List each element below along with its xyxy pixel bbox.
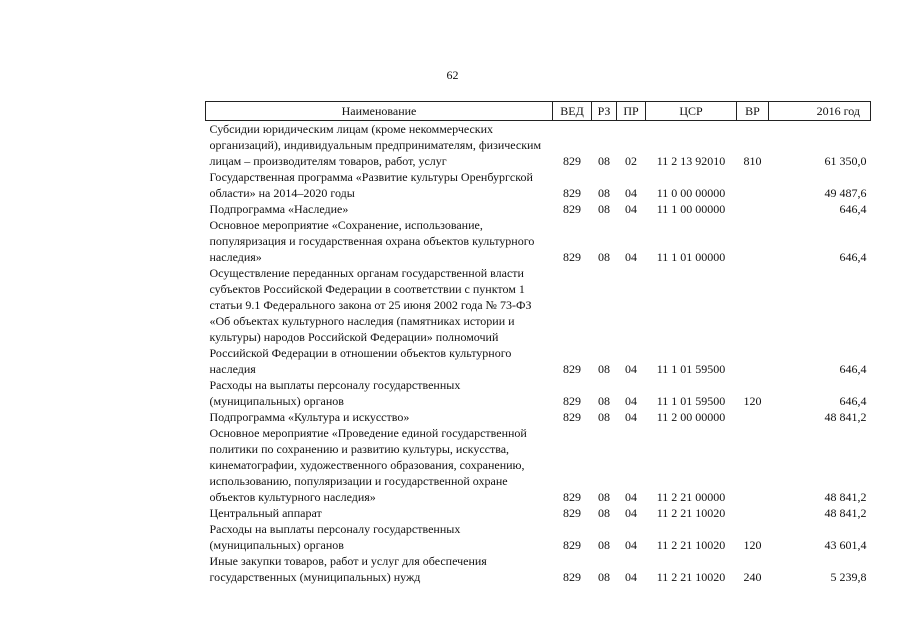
budget-table xyxy=(205,101,871,585)
row-csr: 11 0 00 00000 xyxy=(656,186,726,200)
table-row xyxy=(206,217,871,265)
row-amount: 49 487,6 xyxy=(824,186,867,200)
row-name: Основное мероприятие «Проведение единой государственной политики по сохранению и развитию культуры, искусства, кинематографии, художественного образования, сохранению, использованию, популяризации и государственной охране объектов культурного наследия» xyxy=(209,426,527,504)
row-csr: 11 2 21 00000 xyxy=(656,490,726,504)
row-rz: 08 xyxy=(598,154,610,168)
row-ved: 829 xyxy=(563,154,581,168)
row-pr: 04 xyxy=(625,570,637,584)
row-ved: 829 xyxy=(563,570,581,584)
row-pr: 04 xyxy=(625,362,637,376)
row-name: Иные закупки товаров, работ и услуг для обеспечения государственных (муниципальных) нужд xyxy=(209,554,487,584)
row-rz: 08 xyxy=(598,538,610,552)
row-amount: 48 841,2 xyxy=(824,506,867,520)
row-pr: 04 xyxy=(625,202,637,216)
row-vr: 810 xyxy=(743,154,762,168)
row-rz: 08 xyxy=(598,410,610,424)
table-row xyxy=(206,425,871,505)
row-ved: 829 xyxy=(563,506,581,520)
table-body xyxy=(206,121,871,586)
row-csr: 11 1 00 00000 xyxy=(656,202,726,216)
row-name: Осуществление переданных органам государственной власти субъектов Российской Федерации в соответствии с пунктом 1 статьи 9.1 Федерального закона от 25 июня 2002 года № 73-ФЗ «Об объектах культурного наследия (памятниках истории и культуры) народов Российской Федерации» полномочий Российской Федерации в отношении объектов культурного наследия xyxy=(209,266,532,376)
table-row xyxy=(206,377,871,409)
row-vr: 240 xyxy=(743,570,762,584)
row-amount: 48 841,2 xyxy=(824,490,867,504)
row-name: Основное мероприятие «Сохранение, использование, популяризация и государственная охрана объектов культурного наследия» xyxy=(209,218,535,264)
row-name: Расходы на выплаты персоналу государственных (муниципальных) органов xyxy=(209,378,461,408)
row-amount: 5 239,8 xyxy=(830,570,867,584)
row-csr: 11 2 00 00000 xyxy=(656,410,726,424)
row-vr xyxy=(737,169,769,201)
row-pr: 04 xyxy=(625,394,637,408)
row-rz: 08 xyxy=(598,250,610,264)
row-name: Государственная программа «Развитие культуры Оренбургской области» на 2014–2020 годы xyxy=(209,170,533,200)
header-vr: ВР xyxy=(737,102,769,121)
row-rz: 08 xyxy=(598,570,610,584)
row-pr: 04 xyxy=(625,186,637,200)
row-ved: 829 xyxy=(563,250,581,264)
row-pr: 04 xyxy=(625,250,637,264)
row-csr: 11 2 13 92010 xyxy=(656,154,726,168)
row-pr: 04 xyxy=(625,506,637,520)
header-csr: ЦСР xyxy=(646,102,737,121)
row-pr: 04 xyxy=(625,490,637,504)
header-pr: ПР xyxy=(617,102,646,121)
row-amount: 61 350,0 xyxy=(824,154,867,168)
table-row xyxy=(206,505,871,521)
table-header-row xyxy=(206,102,871,121)
row-csr: 11 2 21 10020 xyxy=(656,538,726,552)
row-rz: 08 xyxy=(598,506,610,520)
page-number: 62 xyxy=(446,68,459,82)
table-row xyxy=(206,201,871,217)
row-pr: 02 xyxy=(625,154,637,168)
row-name: Расходы на выплаты персоналу государственных (муниципальных) органов xyxy=(209,522,461,552)
row-rz: 08 xyxy=(598,394,610,408)
row-vr: 120 xyxy=(743,538,762,552)
row-rz: 08 xyxy=(598,186,610,200)
row-amount: 48 841,2 xyxy=(824,410,867,424)
row-name: Подпрограмма «Культура и искусство» xyxy=(209,410,410,424)
header-name: Наименование xyxy=(206,102,553,121)
row-ved: 829 xyxy=(563,394,581,408)
table-row xyxy=(206,121,871,170)
row-vr xyxy=(737,201,769,217)
table-row xyxy=(206,553,871,585)
row-csr: 11 1 01 59500 xyxy=(656,362,726,376)
row-ved: 829 xyxy=(563,410,581,424)
row-csr: 11 2 21 10020 xyxy=(656,506,726,520)
header-ved: ВЕД xyxy=(553,102,592,121)
row-csr: 11 2 21 10020 xyxy=(656,570,726,584)
row-vr xyxy=(737,505,769,521)
row-vr xyxy=(737,217,769,265)
row-rz: 08 xyxy=(598,490,610,504)
row-amount: 646,4 xyxy=(839,362,867,376)
table-row xyxy=(206,265,871,377)
row-amount: 43 601,4 xyxy=(824,538,867,552)
row-vr: 120 xyxy=(743,394,762,408)
row-rz: 08 xyxy=(598,362,610,376)
row-ved: 829 xyxy=(563,362,581,376)
row-ved: 829 xyxy=(563,490,581,504)
row-vr xyxy=(737,409,769,425)
row-ved: 829 xyxy=(563,186,581,200)
row-csr: 11 1 01 59500 xyxy=(656,394,726,408)
header-year: 2016 год xyxy=(769,102,871,121)
table-row xyxy=(206,409,871,425)
row-ved: 829 xyxy=(563,538,581,552)
table-row xyxy=(206,169,871,201)
row-vr xyxy=(737,425,769,505)
row-rz: 08 xyxy=(598,202,610,216)
row-amount: 646,4 xyxy=(839,250,867,264)
row-name: Центральный аппарат xyxy=(209,506,322,520)
row-csr: 11 1 01 00000 xyxy=(656,250,726,264)
table-row xyxy=(206,521,871,553)
row-amount: 646,4 xyxy=(839,202,867,216)
row-amount: 646,4 xyxy=(839,394,867,408)
header-rz: РЗ xyxy=(592,102,617,121)
row-pr: 04 xyxy=(625,538,637,552)
row-name: Субсидии юридическим лицам (кроме некоммерческих организаций), индивидуальным предпринимателям, физическим лицам – производителям товаров, работ, услуг xyxy=(209,122,542,168)
row-ved: 829 xyxy=(563,202,581,216)
row-name: Подпрограмма «Наследие» xyxy=(209,202,349,216)
row-pr: 04 xyxy=(625,410,637,424)
row-vr xyxy=(737,265,769,377)
